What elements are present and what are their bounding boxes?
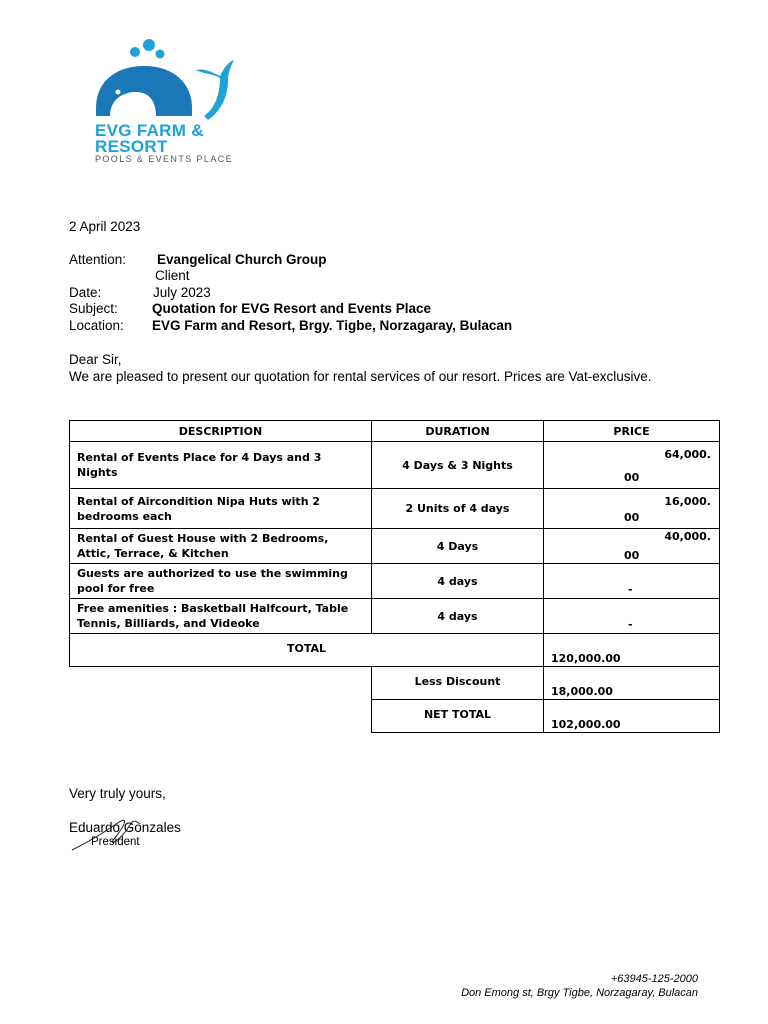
subject-value: Quotation for EVG Resort and Events Place (152, 301, 432, 316)
logo-line-1: EVG FARM & (95, 121, 204, 140)
net-total-label: NET TOTAL (372, 700, 544, 733)
greeting: Dear Sir, (69, 352, 122, 367)
logo-tagline: POOLS & EVENTS PLACE (95, 154, 234, 164)
attention-role: Client (155, 268, 190, 283)
table-row (70, 442, 720, 489)
row-price (544, 442, 720, 489)
attention-label: Attention: (69, 252, 127, 267)
quotation-table (69, 420, 720, 733)
discount-cell (544, 667, 720, 700)
table-header-row (70, 421, 720, 442)
header-price: PRICE (544, 421, 720, 442)
total-cell (544, 634, 720, 667)
header-description: DESCRIPTION (70, 421, 372, 442)
price-cents: 00 (624, 471, 640, 484)
total-value: 120,000.00 (551, 652, 621, 665)
table-row (70, 489, 720, 529)
row-duration: 4 days (372, 564, 544, 599)
date-value: July 2023 (153, 285, 211, 300)
row-price (544, 564, 720, 599)
signer-name: Eduardo Gonzales (69, 820, 181, 835)
footer-address: Don Emong st, Brgy Tigbe, Norzagaray, Bulacan (461, 987, 698, 999)
row-duration: 4 days (372, 599, 544, 634)
table-row (70, 599, 720, 634)
price-amount: 64,000. (664, 448, 711, 461)
location-value: EVG Farm and Resort, Brgy. Tigbe, Norzagaray, Bulacan (152, 318, 513, 333)
company-logo (92, 34, 252, 166)
row-duration: 2 Units of 4 days (372, 489, 544, 529)
total-label: TOTAL (70, 634, 544, 667)
row-description: Guests are authorized to use the swimming pool for free (70, 564, 372, 599)
net-total-row (70, 700, 720, 733)
row-duration: 4 Days & 3 Nights (372, 442, 544, 489)
net-total-value: 102,000.00 (551, 718, 621, 731)
footer-phone: +63945-125-2000 (610, 973, 698, 985)
discount-value: 18,000.00 (551, 685, 613, 698)
discount-label: Less Discount (372, 667, 544, 700)
date-label: Date: (69, 285, 102, 300)
price-dash: - (628, 618, 633, 631)
subject-label: Subject: (69, 301, 118, 316)
row-description: Rental of Guest House with 2 Bedrooms, Attic, Terrace, & Kitchen (70, 529, 372, 564)
price-amount: 40,000. (664, 530, 711, 543)
price-dash: - (628, 583, 633, 596)
price-amount: 16,000. (664, 495, 711, 508)
row-price (544, 489, 720, 529)
row-description: Free amenities : Basketball Halfcourt, Table Tennis, Billiards, and Videoke (70, 599, 372, 634)
price-cents: 00 (624, 549, 640, 562)
row-duration: 4 Days (372, 529, 544, 564)
table-row (70, 564, 720, 599)
intro-paragraph: We are pleased to present our quotation for rental services of our resort. Prices are Vat-exclusive. (69, 369, 652, 384)
header-duration: DURATION (372, 421, 544, 442)
row-description: Rental of Events Place for 4 Days and 3 Nights (70, 442, 372, 489)
row-price (544, 529, 720, 564)
whale-icon (92, 34, 252, 124)
row-description: Rental of Aircondition Nipa Huts with 2 bedrooms each (70, 489, 372, 529)
logo-line-2: RESORT (95, 137, 168, 156)
location-label: Location: (69, 318, 124, 333)
row-price (544, 599, 720, 634)
valediction: Very truly yours, (69, 786, 166, 801)
letter-date: 2 April 2023 (69, 219, 141, 234)
net-total-cell (544, 700, 720, 733)
signer-title: President (91, 836, 140, 848)
attention-value: Evangelical Church Group (157, 252, 327, 267)
table-row (70, 529, 720, 564)
discount-row (70, 667, 720, 700)
price-cents: 00 (624, 511, 640, 524)
total-row (70, 634, 720, 667)
